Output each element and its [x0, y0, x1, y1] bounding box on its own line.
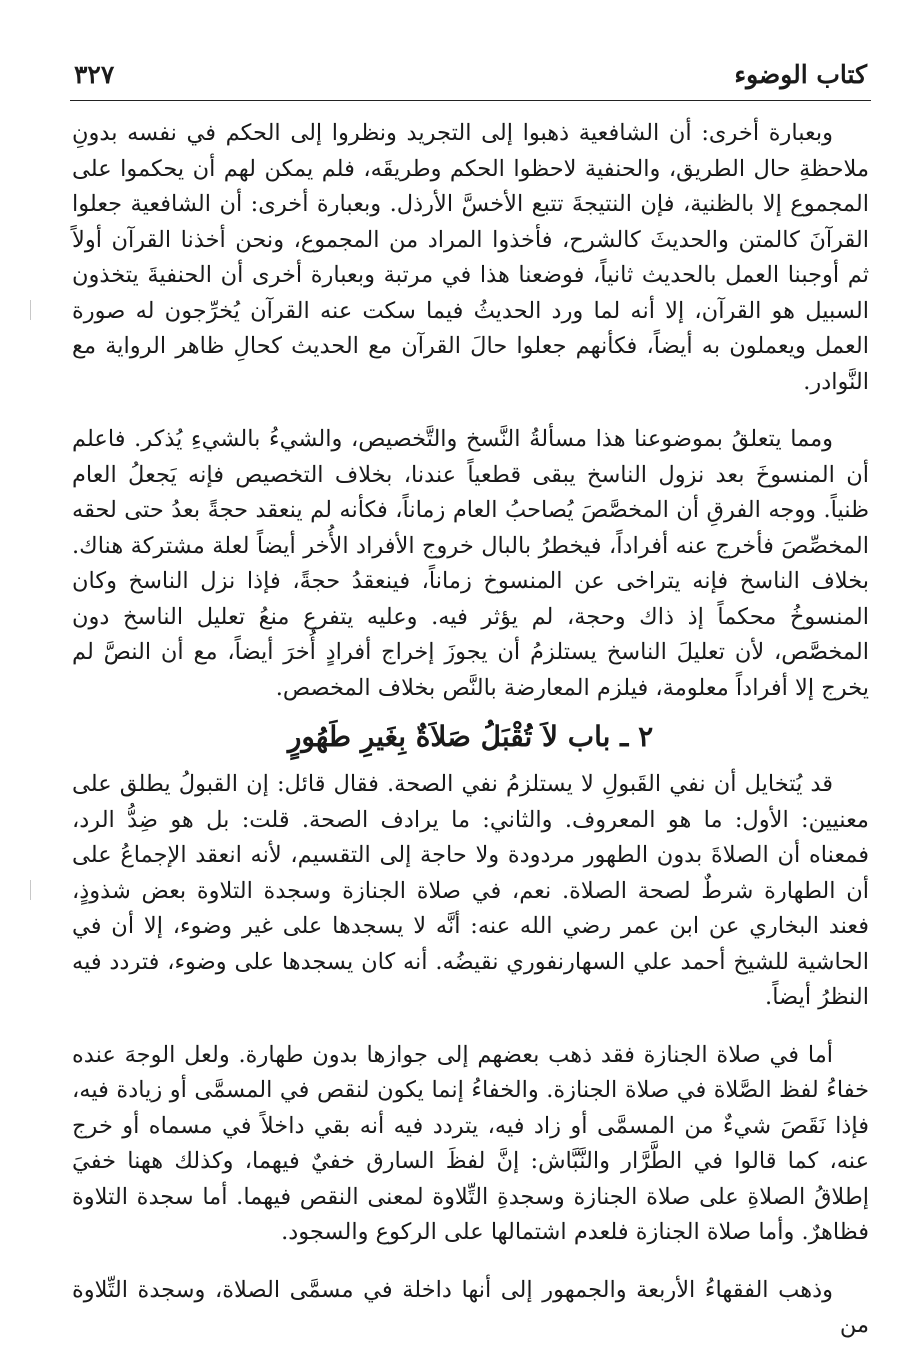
paragraph-gap: [72, 1016, 869, 1038]
page-number: ٣٢٧: [74, 60, 115, 89]
paragraph-gap: [72, 400, 869, 422]
margin-mark: [30, 300, 31, 320]
paragraph: قد يُتخايل أن نفي القَبولِ لا يستلزمُ نفي الصحة. فقال قائل: إن القبولُ يطلق على معنيين: الأول: ما هو المعروف. والثاني: ما يرادف الصحة. قلت: بل هو ضِدُّ الرد، فمعناه أن الصلاةَ بدون الطهور مردودة ولا حاجة إلى التقسيم، لأنه انعقد الإجماعُ على أن الطهارة شرطٌ لصحة الصلاة. نعم، في صلاة الجنازة وسجدة التلاوة بعض شذوذٍ، فعند البخاري عن ابن عمر رضي الله عنه: أنَّه لا يسجدها على غير وضوء، إلا أن في الحاشية للشيخ أحمد علي السهارنفوري نقيضُه. أنه كان يسجدها على وضوء، فتردد فيه النظرُ أيضاً.: [72, 771, 869, 1010]
paragraph: أما في صلاة الجنازة فقد ذهب بعضهم إلى جوازها بدون طهارة. ولعل الوجهَ عنده خفاءُ لفظ الصَّلاة في صلاة الجنازة. والخفاءُ إنما يكون لنقص في المسمَّى أو زيادة فيه، فإذا نَقَصَ شيءٌ من المسمَّى أو زاد فيه، يتردد فيه أنه بقي داخلاً في مسماه أو خرج عنه، كما قالوا في الطَّرَّار والنَّبَّاش: إنَّ لفظَ السارق خفيٌ فيهما، وكذلك ههنا خفيَ إطلاقُ الصلاةِ على صلاة الجنازة وسجدةِ التِّلاوة لمعنى النقص فيهما. أما سجدة التلاوة فظاهرٌ. وأما صلاة الجنازة فلعدم اشتمالها على الركوع والسجود.: [72, 1041, 869, 1245]
chapter-heading: ٢ ـ باب لاَ تُقْبَلُ صَلاَةٌ بِغَيرِ طَهُورٍ: [287, 720, 654, 753]
paragraph-gap: [72, 1251, 869, 1273]
paragraph: ومما يتعلقُ بموضوعنا هذا مسألةُ النَّسخ والتَّخصيص، والشيءُ بالشيءِ يُذكر. فاعلم أن المنسوخَ بعد نزول الناسخ يبقى قطعياً عندنا، بخلاف التخصيص فإنه يَجعلُ العام ظنياً. ووجه الفرقِ أن المخصَّصَ يُصاحبُ العام زماناً، فكأنه لم ينعقد حجةً بعدُ حتى لحقه المخصِّصَ فأخرج عنه أفراداً، فيخطرُ بالبال خروج الأفراد الأُخر أيضاً لعلة مشتركة هناك. بخلاف الناسخ فإنه يتراخى عن المنسوخ زماناً، فينعقدُ حجةً، فإذا نزل الناسخ وكان المنسوخُ محكماً إذ ذاك وحجة، لم يؤثر فيه. وعليه يتفرع منعُ تعليل الناسخ دون المخصَّص، لأن تعليلَ الناسخ يستلزمُ أن يجوزَ إخراج أفرادٍ أُخرَ أيضاً، مع أن النصَّ لم يخرج إلا أفراداً معلومة، فيلزم المعارضة بالنَّص بخلاف المخصص.: [72, 426, 869, 701]
paragraph: وذهب الفقهاءُ الأربعة والجمهور إلى أنها داخلة في مسمَّى الصلاة، وسجدة التِّلاوة من: [72, 1276, 869, 1338]
paragraph: وبعبارة أخرى: أن الشافعية ذهبوا إلى التجريد ونظروا إلى الحكم في نفسه بدونِ ملاحظةِ حال الطريق، والحنفية لاحظوا الحكم وطريقَه، فلم يمكن لهم أن يحكموا على المجموع إلا بالظنية، فإن النتيجةَ تتبع الأخسَّ الأرذل. وبعبارة أخرى: أن الشافعية جعلوا القرآنَ كالمتن والحديثَ كالشرح، فأخذوا المراد من المجموع، ونحن أخذنا القرآن أولاً ثم أوجبنا العمل بالحديث ثانياً، فوضعنا هذا في مرتبة وبعبارة أخرى أن الحنفيةَ يتخذون السبيل هو القرآن، إلا أنه لما ورد الحديثُ فيما سكت عنه القرآن يُخرِّجون له صورة العمل ويعملون به أيضاً، فكأنهم جعلوا حالَ القرآن مع الحديث كحالِ ظاهر الرواية مع النَّوادر.: [72, 120, 869, 395]
running-title: كتاب الوضوء: [734, 60, 867, 89]
page-header: [70, 58, 871, 101]
margin-mark: [30, 880, 31, 900]
page-body: [72, 116, 869, 1344]
